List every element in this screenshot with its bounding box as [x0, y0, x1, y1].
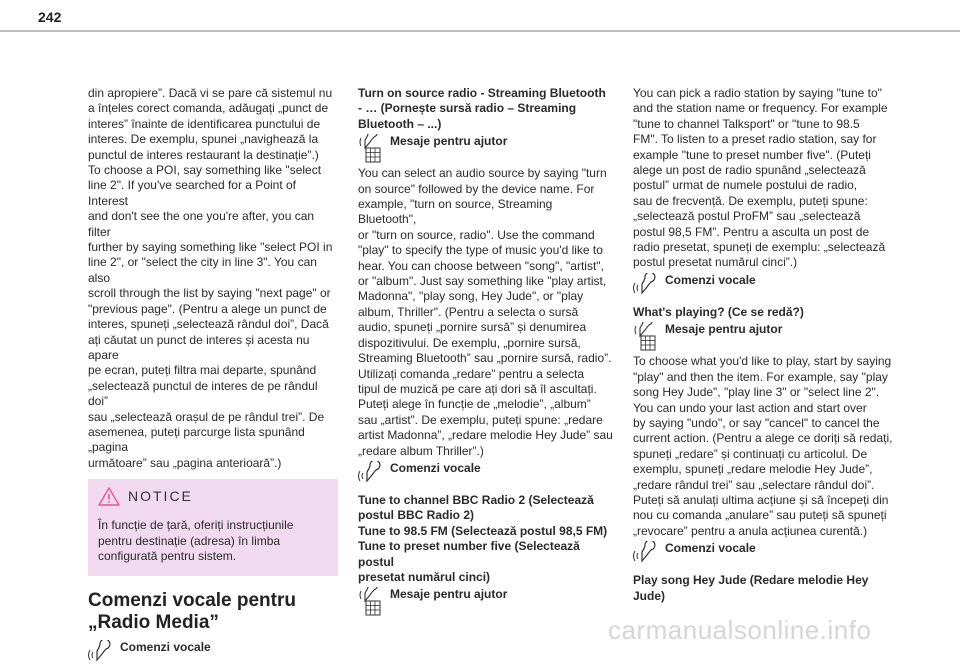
watermark: carmanualsonline.info [608, 615, 872, 645]
play-song-heading: Play song Hey Jude (Redare melodie Hey Jude) [633, 573, 869, 603]
notice-box [88, 479, 338, 576]
warning-triangle-icon [98, 487, 120, 506]
section-title: Comenzi vocale pentru „Radio Media” [88, 590, 296, 634]
whats-playing-heading: What's playing? (Ce se redă?) [633, 304, 804, 319]
notice-text: În funcție de țară, oferiți instrucțiunile pentru destinație (adresa) în limba configurată pentru sistem. [98, 518, 294, 563]
page-header [0, 0, 960, 28]
voice-command-label: Comenzi vocale [665, 272, 756, 287]
header-divider [0, 30, 960, 32]
poi-paragraph: din apropiere”. Dacă vi se pare că sistemul nu a înțeles corect comanda, adăugați „punct de interes” înainte de identificarea punctului de interes. De exemplu, spunei „navighează la punctul de interes restaurant la destinație”.) To choose a POI, say something like "select line 2". If you've searched for a Point of Interest and don't see the one you're after, you can filter further by saying something like "select POI in line 2", or "select the city in line 3". You can also scroll through the list by saying "next page" or "previous page". (Pentru a alege un punct de interes, spuneți „selectează rândul doi”, Dacă ați căutat un punct de interes și acesta nu apare pe ecran, puteți filtra mai departe, spunând „selectează punctul de interes de pe rândul doi” sau „selectează orașul de pe rândul trei”. De asemenea, puteți parcurge lista spunând „pagina următoare” sau „pagina anterioară”.) [88, 86, 333, 470]
column-2 [358, 86, 613, 619]
voice-command-row [633, 273, 895, 295]
notice-title: NOTICE [128, 487, 193, 504]
help-message-row [358, 134, 613, 164]
notice-header [98, 487, 328, 506]
help-message-row [633, 322, 895, 352]
radio-paragraph: You can pick a radio station by saying "tune to" and the station name or frequency. For example "tune to channel Talksport" or "tune to 98.5 FM". To listen to a preset radio station, say for example "tune to preset number five". (Puteți alege un post de radio spunând „selectează postul” urmat de numele postului de radio, sau de frecvență. De exemplu, puteți spune: „selectează postul ProFM” sau „selectează postul 98,5 FM”. Pentru a asculta un post de radio presetat, spuneți de exemplu: „selectează postul presetat numărul cinci”.) [633, 86, 888, 270]
voice-command-icon [358, 461, 384, 483]
column-3 [633, 86, 895, 604]
play-paragraph: To choose what you'd like to play, start by saying "play" and then the item. For example, say "play song Hey Jude", "play line 3" or "select line 2". You can undo your last action and start over by saying "undo", or say "cancel" to cancel the current action. (Pentru a alege ce doriți să redați, spuneți „redare” și continuați cu articolul. De exemplu, spuneți „redare melodie Hey Jude”, „redare rândul trei” sau „selectare rândul doi”. Puteți să anulați ultima acțiune și să începeți din nou cu comanda „anulare” sau puteți să spuneți „revocare” pentru a anula acțiunea curentă.) [633, 354, 893, 538]
page-number: 242 [38, 9, 62, 25]
voice-command-row [633, 541, 895, 563]
voice-command-icon [633, 273, 659, 295]
source-paragraph: You can select an audio source by saying "turn on source" followed by the device name. For example, "turn on source, Streaming Bluetooth", or "turn on source, radio". Use the command "play" to specify the type of music you'd like to hear. You can choose between "song", "artist", or "album". Just say something like "play artist, Madonna", "play song, Hey Jude", or "play album, Thriller". (Pentru a selecta o sursă audio, spuneți „pornire sursă” și denumirea dispozitivului. De exemplu, „pornire sursă, Streaming Bluetooth” sau „pornire sursă, radio”. Utilizați comanda „redare” pentru a selecta tipul de muzică pe care ați dori să îl ascultați. Puteți alege în funcție de „melodie”, „album” sau „artist”. De exemplu, puteți spune: „redare artist Madonna”, „redare melodie Hey Jude” sau „redare album Thriller”.) [358, 166, 613, 458]
voice-command-label: Comenzi vocale [390, 460, 481, 475]
voice-command-label: Comenzi vocale [665, 541, 756, 556]
help-message-row [358, 587, 613, 617]
help-message-icon [633, 322, 659, 352]
help-message-label: Mesaje pentru ajutor [665, 322, 783, 337]
voice-command-label: Comenzi vocale [120, 640, 211, 655]
tune-heading: Tune to channel BBC Radio 2 (Selectează postul BBC Radio 2) Tune to 98.5 FM (Selectează postul 98,5 FM) Tune to preset number five (Selectează postul presetat numărul cinci) [358, 492, 608, 584]
help-message-icon [358, 134, 384, 164]
help-message-icon [358, 587, 384, 617]
column-1 [88, 86, 338, 664]
help-message-label: Mesaje pentru ajutor [390, 134, 508, 149]
source-heading: Turn on source radio - Streaming Bluetooth - … (Pornește sursă radio – Streaming Bluetooth – ...) [358, 86, 606, 131]
help-message-label: Mesaje pentru ajutor [390, 587, 508, 602]
voice-command-icon [633, 541, 659, 563]
voice-command-row [358, 461, 613, 483]
voice-command-row [88, 640, 338, 662]
voice-command-icon [88, 640, 114, 662]
